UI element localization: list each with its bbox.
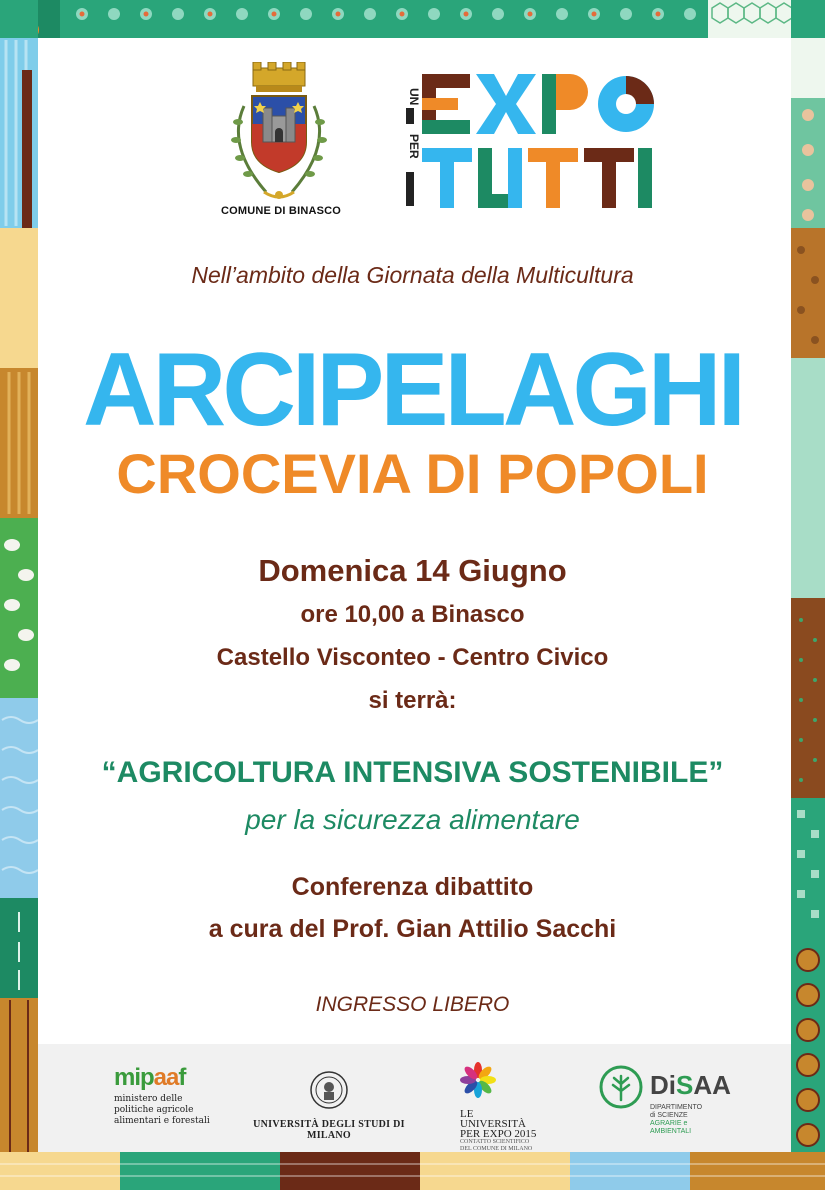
pattern-border-top-icon [0,0,825,38]
intro-text: Nell’ambito della Giornata della Multicultura [191,262,634,288]
pattern-border-bottom-icon [0,1152,825,1190]
coat-of-arms-icon [218,62,340,207]
university-seal-icon [309,1070,349,1110]
disaa-description [650,1104,730,1136]
mipaaf-word-b: aa [153,1064,179,1091]
colorful-star-icon [460,1062,496,1098]
comune-label: COMUNE DI BINASCO [220,205,342,217]
decorative-border-top [0,0,825,38]
universita-per-expo-logo [460,1062,540,1153]
disaa-desc-line: DIPARTIMENTO [650,1104,703,1111]
expo-logo-icon [404,72,656,212]
event-title: ARCIPELAGHI [82,332,743,448]
mipaaf-word-c: f [178,1064,186,1091]
event-time-place: ore 10,00 a Binasco [300,601,525,628]
disaa-desc-line: AMBIENTALI [650,1128,692,1135]
comune-di-binasco-crest [218,62,340,222]
svg-text:UN: UN [407,88,421,106]
disaa-word-a: Di [650,1070,676,1100]
event-venue: Castello Visconteo - Centro Civico [216,644,609,671]
disaa-word-b: S [676,1070,694,1100]
mipaaf-word-a: mip [114,1064,154,1091]
disaa-desc-line: di SCIENZE [650,1112,688,1119]
unipexpo-small-text: CONTATTO SCIENTIFICO DEL COMUNE DI MILANO [460,1139,533,1152]
disaa-logo [598,1064,738,1135]
disaa-desc-line: AGRARIE e [650,1120,688,1127]
conference-format: Conferenza dibattito [291,873,534,901]
mipaaf-description [114,1094,210,1127]
disaa-word-c: AA [693,1070,731,1100]
unipexpo-line: PER EXPO 2015 [460,1128,537,1140]
sponsor-footer [38,1044,791,1152]
event-will-hold: si terrà: [368,687,457,714]
leaf-circle-icon [598,1064,644,1110]
mipaaf-desc-line: politiche agricole [114,1105,194,1115]
mipaaf-wordmark [114,1064,210,1092]
disaa-wordmark [650,1070,731,1101]
conference-speaker: a cura del Prof. Gian Attilio Sacchi [208,915,617,943]
event-subtitle: CROCEVIA DI POPOLI [116,442,709,505]
mipaaf-desc-line: ministero delle [114,1094,183,1104]
mipaaf-logo [114,1064,210,1127]
unimi-name: UNIVERSITÀ DEGLI STUDI DI MILANO [253,1119,405,1141]
free-entry-note: INGRESSO LIBERO [315,993,510,1016]
decorative-border-bottom [0,1152,825,1190]
conference-topic-subtitle: per la sicurezza alimentare [245,804,580,835]
mipaaf-desc-line: alimentari e forestali [114,1116,210,1126]
conference-topic: “AGRICOLTURA INTENSIVA SOSTENIBILE” [101,756,724,789]
universita-per-expo-name [460,1109,540,1153]
expo-per-tutti-logo [404,72,656,212]
event-date: Domenica 14 Giugno [258,553,567,588]
unimi-logo [244,1070,414,1141]
unipexpo-line: LE UNIVERSITÀ [460,1108,526,1130]
svg-text:PER: PER [407,134,421,159]
